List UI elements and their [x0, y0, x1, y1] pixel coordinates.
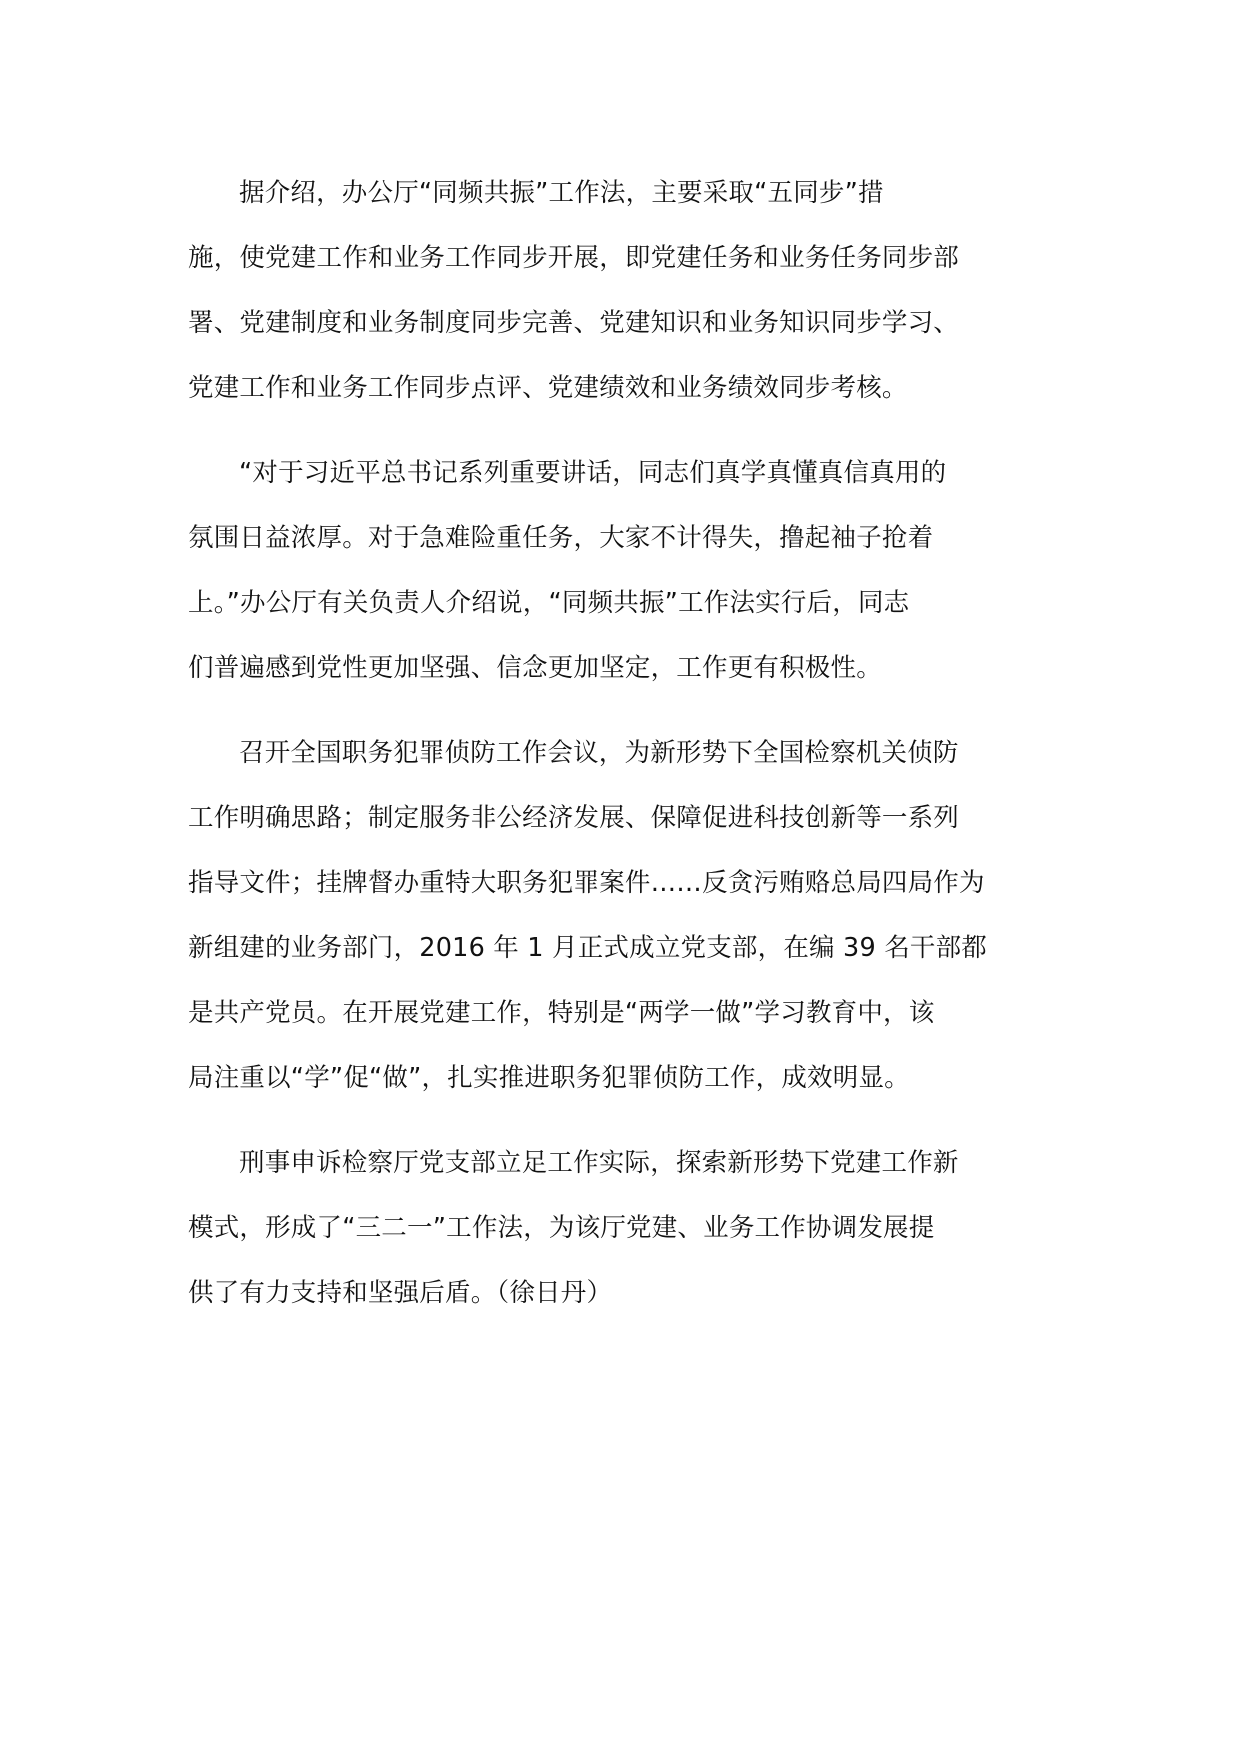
paragraph-line: 供了有力支持和坚强后盾。（徐日丹） — [188, 1278, 613, 1308]
paragraph-line: 氛围日益浓厚。对于急难险重任务，大家不计得失，撸起袖子抢着 — [188, 523, 934, 553]
paragraph-line: 施，使党建工作和业务工作同步开展，即党建任务和业务任务同步部 — [188, 243, 960, 273]
paragraph-line: 召开全国职务犯罪侦防工作会议，为新形势下全国检察机关侦防 — [239, 738, 959, 768]
paragraph-line: 据介绍，办公厅“同频共振”工作法，主要采取“五同步”措 — [239, 178, 884, 208]
paragraph-line: 新组建的业务部门，2016 年 1 月正式成立党支部，在编 39 名干部都 — [188, 933, 987, 963]
paragraph-line: “对于习近平总书记系列重要讲话，同志们真学真懂真信真用的 — [239, 458, 947, 488]
paragraph-line: 署、党建制度和业务制度同步完善、党建知识和业务知识同步学习、 — [188, 308, 960, 338]
paragraph-4 — [188, 1131, 1054, 1326]
paragraph-2 — [188, 441, 1054, 701]
paragraph-3 — [188, 721, 1054, 1111]
paragraph-line: 指导文件；挂牌督办重特大职务犯罪案件……反贪污贿赂总局四局作为 — [188, 868, 985, 898]
paragraph-line: 是共产党员。在开展党建工作，特别是“两学一做”学习教育中，该 — [188, 998, 935, 1028]
paragraph-line: 局注重以“学”促“做”，扎实推进职务犯罪侦防工作，成效明显。 — [188, 1063, 910, 1093]
paragraph-line: 模式，形成了“三二一”工作法，为该厅党建、业务工作协调发展提 — [188, 1213, 935, 1243]
paragraph-1 — [188, 161, 1054, 421]
paragraph-line: 们普遍感到党性更加坚强、信念更加坚定，工作更有积极性。 — [188, 653, 882, 683]
paragraph-line: 党建工作和业务工作同步点评、党建绩效和业务绩效同步考核。 — [188, 373, 908, 403]
article-body — [188, 161, 1054, 1346]
paragraph-line: 工作明确思路；制定服务非公经济发展、保障促进科技创新等一系列 — [188, 803, 960, 833]
paragraph-line: 上。”办公厅有关负责人介绍说，“同频共振”工作法实行后，同志 — [188, 588, 910, 618]
paragraph-line: 刑事申诉检察厅党支部立足工作实际，探索新形势下党建工作新 — [239, 1148, 959, 1178]
